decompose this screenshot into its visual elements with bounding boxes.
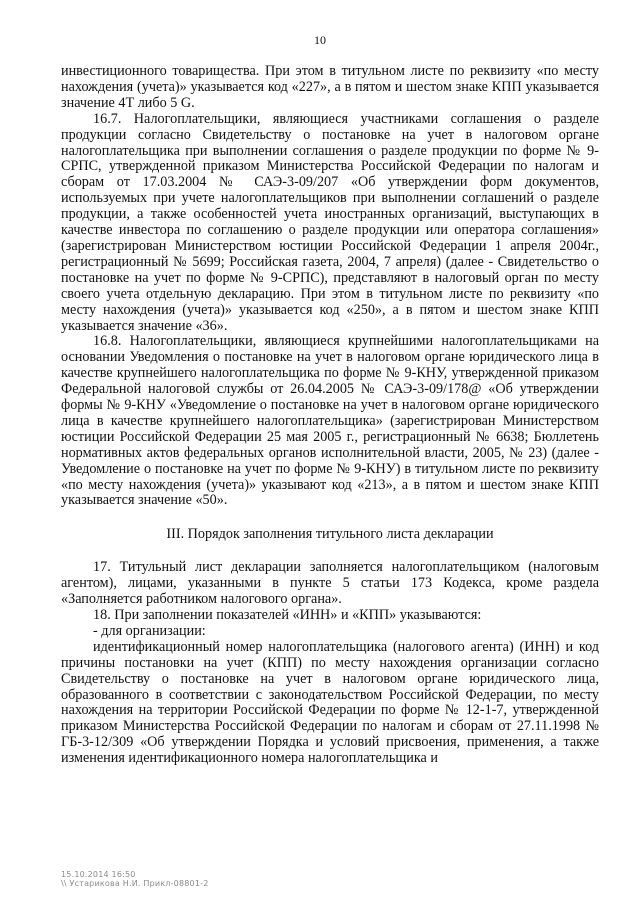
- paragraph-continuation: инвестиционного товарищества. При этом в титульном листе по реквизиту «по месту нахождения (учета)» указывается код «227», а в пятом и шестом знаке КПП указывается значение 4Т либо 5 G.: [61, 63, 599, 111]
- paragraph-18: 18. При заполнении показателей «ИНН» и «КПП» указываются:: [93, 607, 482, 623]
- paragraph-inn-kpp: идентификационный номер налогоплательщика (налогового агента) (ИНН) и код причины постановки на учет (КПП) по месту нахождения организации согласно Свидетельству о постановке на учет в налоговом органе юридического лица, образованного в соответствии с законодательством Российской Федерации, по месту нахождения на территории Российской Федерации по форме № 12-1-7, утвержденной приказом Министерства Российской Федерации по налогам и сборам от 27.11.1998 № ГБ-3-12/309 «Об утверждении Порядка и условий присвоения, применения, а также изменения идентификационного номера налогоплательщика и: [61, 638, 599, 767]
- paragraph-for-organization: - для организации:: [93, 622, 206, 639]
- paragraph-16-7: 16.7. Налогоплательщики, являющиеся участниками соглашения о разделе продукции согласно Свидетельству о постановке на учет в налоговом органе налогоплательщика при выполнении соглашения о разделе продукции по форме № 9-СРПС, утвержденной приказом Министерства Российской Федерации по налогам и сборам от 17.03.2004 № САЭ-3-09/207 «Об утверждении форм документов, используемых при учете налогоплательщиков при выполнении соглашений о разделе продукции, а также особенностей учета иностранных организаций, выступающих в качестве инвестора по соглашению о разделе продукции или оператора соглашения» (зарегистрирован Министерством юстиции Российской Федерации 1 апреля 2004г., регистрационный № 5699; Российская газета, 2004, 7 апреля) (далее - Свидетельство о постановке на учет по форме № 9-СРПС), представляют в налоговый орган по месту своего учета отдельную декларацию. При этом в титульном листе по реквизиту «по месту нахождения (учета)» указывается код «250», а в пятом и шестом знаке КПП указывается значение «36».: [61, 110, 599, 334]
- page-number: 10: [314, 33, 326, 47]
- paragraph-16-8: 16.8. Налогоплательщики, являющиеся крупнейшими налогоплательщиками на основании Уведомления о постановке на учет в налоговом органе юридического лица в качестве крупнейшего налогоплательщика по форме № 9-КНУ, утвержденной приказом Федеральной налоговой службы от 26.04.2005 № САЭ-3-09/178@ «Об утверждении формы № 9-КНУ «Уведомление о постановке на учет в налоговом органе юридического лица в качестве крупнейшего налогоплательщика» (зарегистрирован Министерством юстиции Российской Федерации 25 мая 2005 г., регистрационный № 6638; Бюллетень нормативных актов федеральных органов исполнительной власти, 2005, № 23) (далее - Уведомление о постановке на учет по форме № 9-КНУ) в титульном листе по реквизиту «по месту нахождения (учета)» указывают код «213», а в пятом и шестом знаке КПП указывается значение «50».: [61, 333, 599, 509]
- footer-timestamp: 15.10.2014 16:50: [61, 870, 136, 879]
- section-heading: III. Порядок заполнения титульного листа декларации: [166, 526, 494, 543]
- paragraph-17: 17. Титульный лист декларации заполняется налогоплательщиком (налоговым агентом), лицами, указанными в пункте 5 статьи 173 Кодекса, кроме раздела «Заполняется работником налогового органа».: [61, 559, 599, 608]
- footer-file-path: \\ Устарикова Н.И. Прикл-08801-2: [61, 879, 209, 888]
- footer-stamp: [61, 870, 209, 888]
- document-body: [61, 64, 599, 767]
